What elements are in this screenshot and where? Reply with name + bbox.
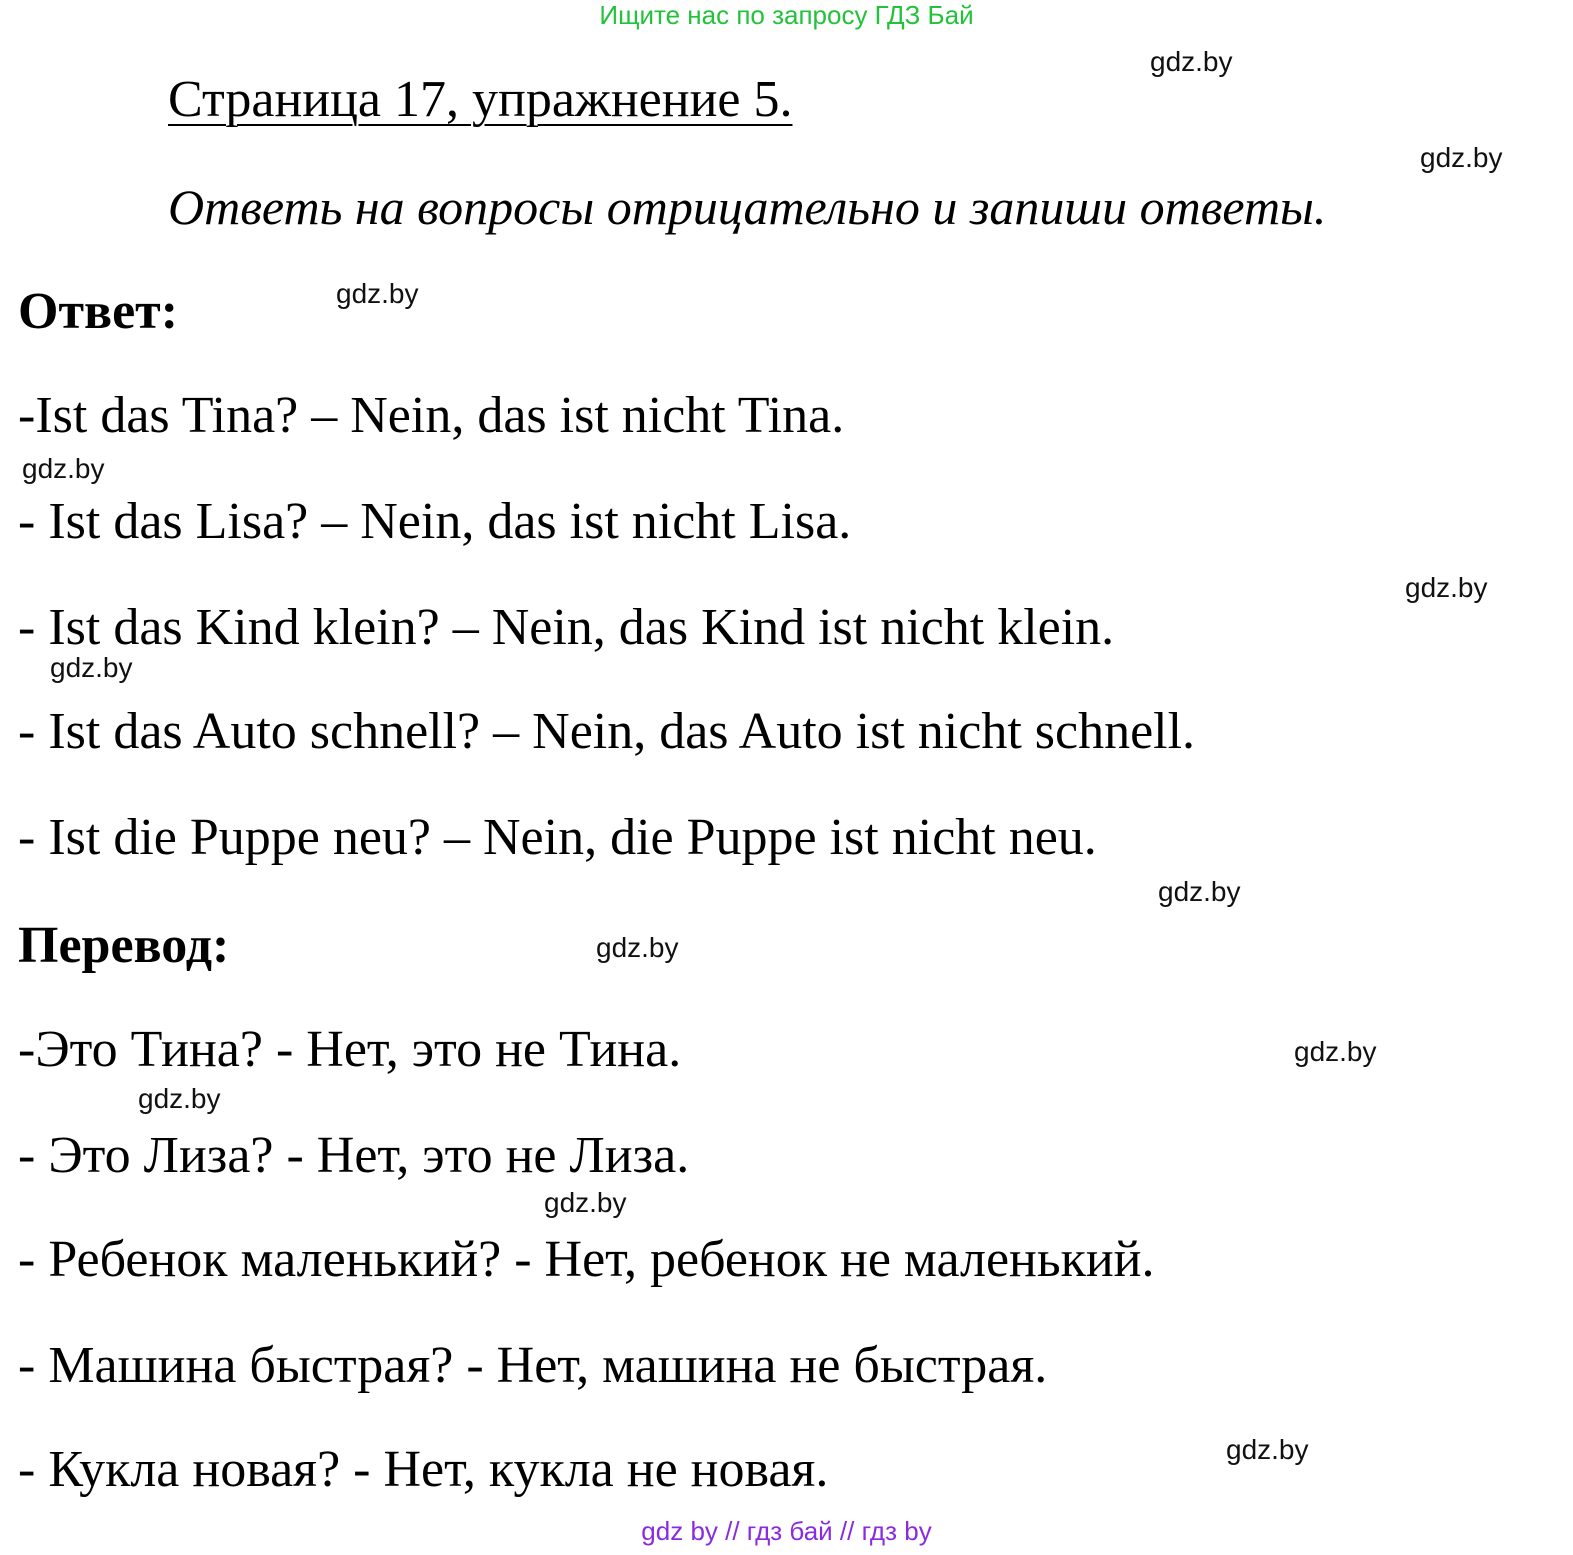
translation-line: - Ребенок маленький? - Нет, ребенок не маленький. [18, 1231, 1155, 1288]
answer-heading: Ответ: [18, 283, 179, 340]
watermark: gdz.by [50, 652, 133, 683]
watermark: gdz.by [1150, 46, 1233, 77]
watermark: gdz.by [1226, 1434, 1309, 1465]
watermark: gdz.by [596, 932, 679, 963]
translation-line: -Это Тина? - Нет, это не Тина. [18, 1021, 682, 1078]
exercise-instruction: Ответь на вопросы отрицательно и запиши ответы. [168, 179, 1327, 235]
top-banner: Ищите нас по запросу ГДЗ Бай [599, 0, 974, 30]
translation-line: - Это Лиза? - Нет, это не Лиза. [18, 1127, 690, 1184]
watermark: gdz.by [1158, 876, 1241, 907]
answer-line: - Ist die Puppe neu? – Nein, die Puppe ist nicht neu. [18, 809, 1097, 866]
page-title: Страница 17, упражнение 5. [168, 71, 793, 128]
watermark: gdz.by [1420, 142, 1503, 173]
answer-line: - Ist das Lisa? – Nein, das ist nicht Lisa. [18, 493, 852, 550]
translation-line: - Машина быстрая? - Нет, машина не быстрая. [18, 1337, 1048, 1394]
answer-line: - Ist das Kind klein? – Nein, das Kind ist nicht klein. [18, 599, 1115, 656]
watermark: gdz.by [1294, 1036, 1377, 1067]
translation-line: - Кукла новая? - Нет, кукла не новая. [18, 1441, 829, 1498]
translation-heading: Перевод: [18, 917, 230, 974]
watermark: gdz.by [22, 453, 105, 484]
watermark: gdz.by [544, 1187, 627, 1218]
watermark: gdz.by [336, 278, 419, 309]
watermark: gdz.by [1405, 572, 1488, 603]
footer-watermark: gdz by // гдз бай // гдз by [641, 1516, 932, 1546]
answer-line: - Ist das Auto schnell? – Nein, das Auto ist nicht schnell. [18, 703, 1196, 760]
answer-line: -Ist das Tina? – Nein, das ist nicht Tina. [18, 387, 845, 444]
watermark: gdz.by [138, 1083, 221, 1114]
